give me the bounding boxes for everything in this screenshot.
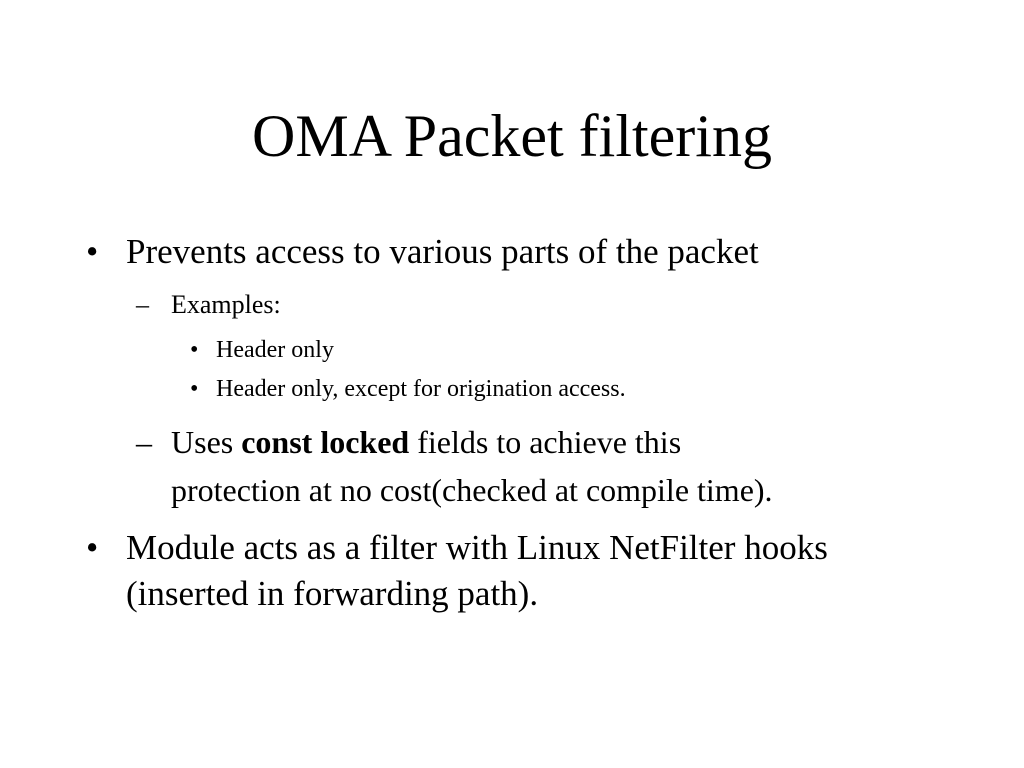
text-after: fields to achieve this xyxy=(409,424,682,460)
subsub-bullet-marker: • xyxy=(190,337,199,363)
sub-bullet-marker: – xyxy=(136,424,152,460)
subsub-bullet-marker: • xyxy=(190,376,199,402)
bullet-text-line2: (inserted in forwarding path). xyxy=(126,574,539,613)
bullet-marker: • xyxy=(86,232,99,271)
sub-bullet-text-line1 xyxy=(171,420,681,465)
subsub-bullet-text: Header only xyxy=(216,337,334,363)
sub-bullet-marker: – xyxy=(136,290,149,319)
sub-bullet-text-line2: protection at no cost(checked at compile time). xyxy=(171,472,773,508)
subsub-bullet-text: Header only, except for origination access. xyxy=(216,376,626,402)
sub-bullet-text: Examples: xyxy=(171,290,281,319)
bold-term: const locked xyxy=(241,424,410,460)
slide-title: OMA Packet filtering xyxy=(252,103,772,169)
bullet-text: Prevents access to various parts of the packet xyxy=(126,232,759,271)
text-before: Uses xyxy=(171,424,242,460)
bullet-marker: • xyxy=(86,528,99,567)
bullet-text-line1: Module acts as a filter with Linux NetFilter hooks xyxy=(126,528,828,567)
